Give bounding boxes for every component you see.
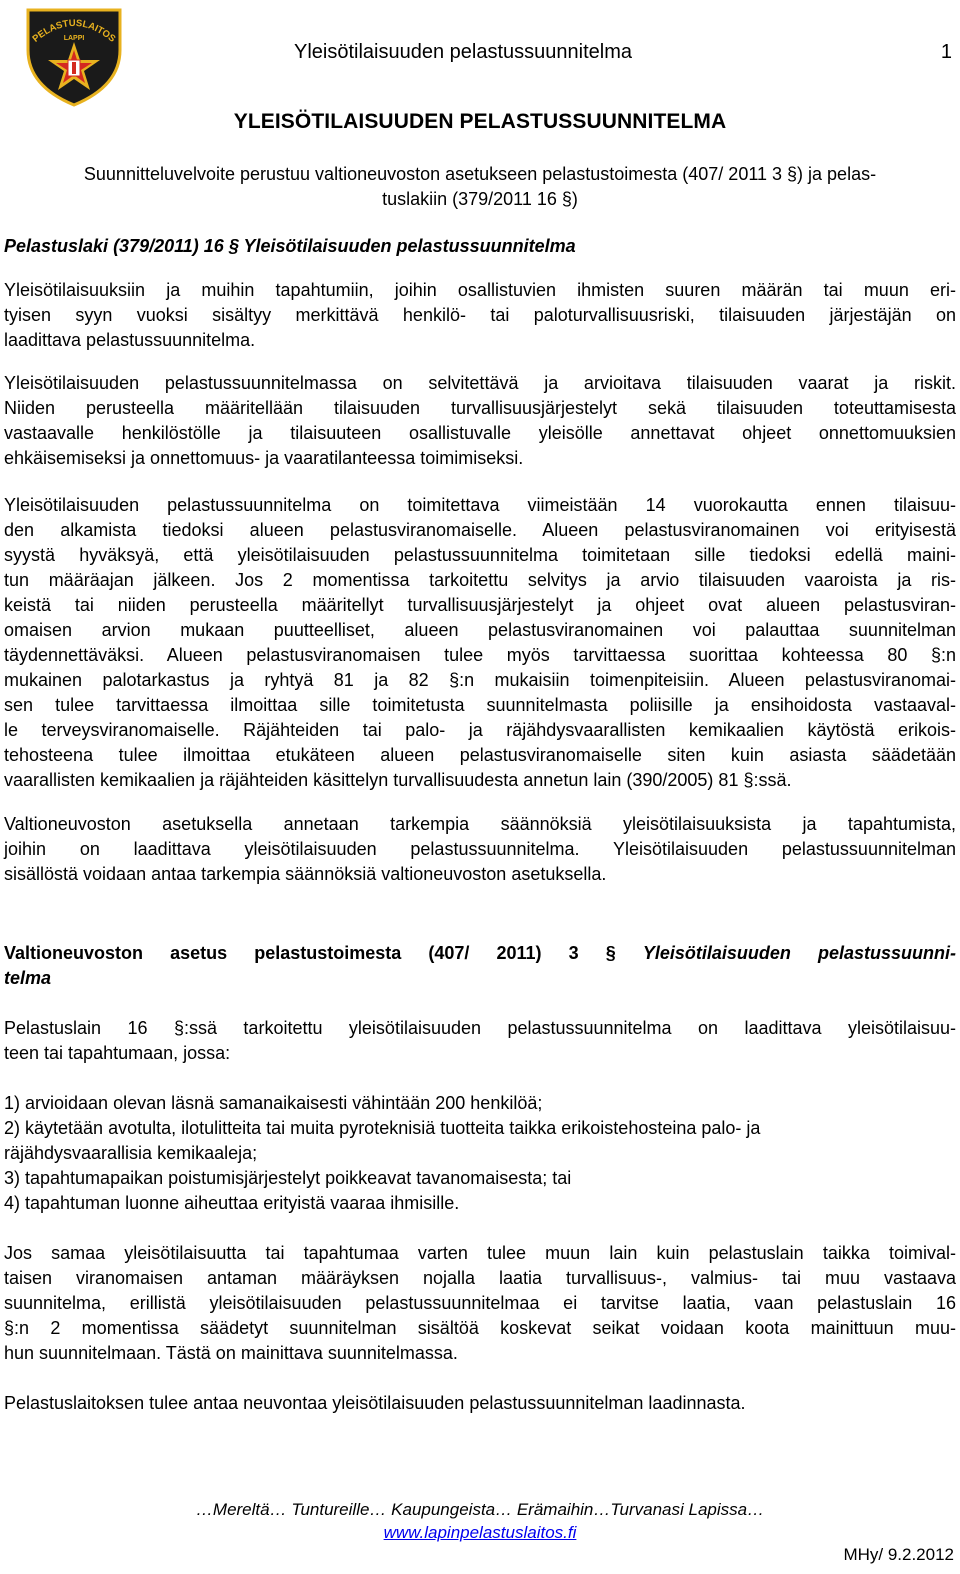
section-1-paragraph-3 (4, 493, 956, 793)
section-2-paragraph-3: Pelastuslaitoksen tulee antaa neuvontaa yleisötilaisuuden pelastussuunnitelman laadinnasta. (4, 1393, 746, 1413)
section-2-heading (4, 941, 956, 991)
text-line: taisen viranomaisen antaman määräyksen nojalla laatia turvallisuus-, valmius- tai muu vastaava (4, 1268, 956, 1288)
section-1-paragraph-4 (4, 812, 956, 887)
section-1-heading-prefix: Pelastuslaki (379/2011) 16 § (4, 236, 239, 256)
logo-text: PELASTUSLAITOS (30, 17, 118, 45)
text-line: suunnitelma, erillistä yleisötilaisuuden pelastussuunnitelmaa ei tarvitse laatia, vaan pelastuslain 16 (4, 1293, 956, 1313)
footer-date: MHy/ 9.2.2012 (843, 1545, 954, 1564)
logo-subtext: LAPPI (63, 35, 85, 42)
section-2-paragraph-1 (4, 1016, 956, 1066)
section-1-paragraph-2 (4, 371, 956, 471)
section-1-heading (4, 234, 956, 259)
text-line: Valtioneuvoston asetuksella annetaan tarkempia säännöksiä yleisötilaisuuksista ja tapahtumista, (4, 814, 956, 834)
section-1-paragraph-1 (4, 278, 956, 353)
text-line: tun määräajan jälkeen. Jos 2 momentissa tarkoitettu selvitys ja arvio tilaisuuden vaaroista ja ris- (4, 570, 956, 590)
text-line: täydennettäväksi. Alueen pelastusviranomaisen tulee myös tarvittaessa suorittaa kohteessa 80 §:n (4, 645, 956, 665)
pelastuslaitos-logo (18, 4, 130, 108)
document-title: YLEISÖTILAISUUDEN PELASTUSSUUNNITELMA (233, 110, 727, 133)
list-item: 3) tapahtumapaikan poistumisjärjestelyt poikkeavat tavanomaisesta; tai (4, 1168, 572, 1188)
section-2-heading-prefix: Valtioneuvoston asetus pelastustoimesta (407/ 2011) 3 § (4, 943, 616, 963)
text-line: vastaavalle henkilöstölle ja tilaisuuteen osallistuvalle yleisölle annettavat ohjeet onnettomuuksien (4, 423, 956, 443)
list-item: 1) arvioidaan olevan läsnä samanaikaisesti vähintään 200 henkilöä; (4, 1093, 543, 1113)
text-line: teen tai tapahtumaan, jossa: (4, 1043, 231, 1063)
footer-website-link[interactable]: www.lapinpelastuslaitos.fi (383, 1523, 577, 1542)
list-item: räjähdysvaarallisia kemikaaleja; (4, 1143, 258, 1163)
text-line: omaisen arvion mukaan puutteelliset, alueen pelastusviranomainen voi palauttaa suunnitelman (4, 620, 956, 640)
text-line: laadittava pelastussuunnitelma. (4, 330, 256, 350)
text-line: sisällöstä voidaan antaa tarkempia säännöksiä valtioneuvoston asetuksella. (4, 864, 607, 884)
text-line: ehkäisemiseksi ja onnettomuus- ja vaaratilanteessa toimimiseksi. (4, 448, 524, 468)
text-line: Yleisötilaisuuksiin ja muihin tapahtumiin, joihin osallistuvien ihmisten suuren määrän tai muun eri- (4, 280, 956, 300)
criteria-list (4, 1091, 956, 1216)
text-line: hun suunnitelmaan. Tästä on mainittava suunnitelmassa. (4, 1343, 458, 1363)
text-line: syystä hyväksyä, että yleisötilaisuuden pelastussuunnitelma toimitetaan sille tiedoksi edellä maini- (4, 545, 956, 565)
text-line: keistä tai niiden perusteella määritellyt turvallisuusjärjestelyt ja ohjeet ovat alueen pelastusviran- (4, 595, 956, 615)
text-line: vaarallisten kemikaalien ja räjähteiden käsittelyn turvallisuudesta annetun lain (390/2005) 81 §:ssä. (4, 770, 792, 790)
list-item: 4) tapahtuman luonne aiheuttaa erityistä vaaraa ihmisille. (4, 1193, 460, 1213)
text-line: tehosteena tulee ilmoittaa etukäteen alueen pelastusviranomaiselle siten kuin asiasta säädetään (4, 745, 956, 765)
header-title: Yleisötilaisuuden pelastussuunnitelma (294, 41, 632, 63)
section-2-heading-title-cont: telma (4, 968, 52, 988)
text-line: sen tulee tarvittaessa ilmoittaa sille toimitetusta suunnitelmasta poliisille ja ensihoidosta vastaaval- (4, 695, 956, 715)
text-line: Yleisötilaisuuden pelastussuunnitelmassa on selvitettävä ja arvioitava tilaisuuden vaarat ja riskit. (4, 373, 956, 393)
text-line: tyisen syyn vuoksi sisältyy merkittävä henkilö- tai paloturvallisuusriski, tilaisuuden järjestäjän on (4, 305, 956, 325)
heading-line (4, 941, 956, 966)
text-line: mukainen palotarkastus ja ryhtyä 81 ja 82 §:n mukaisiin toimenpiteisiin. Alueen pelastusviranomai- (4, 670, 956, 690)
text-line: Pelastuslain 16 §:ssä tarkoitettu yleisötilaisuuden pelastussuunnitelma on laadittava yleisötilaisuu- (4, 1018, 956, 1038)
intro-line-1: Suunnitteluvelvoite perustuu valtioneuvoston asetukseen pelastustoimesta (407/ 2011 3 §) ja pelas- (83, 164, 877, 184)
section-1-heading-title: Yleisötilaisuuden pelastussuunnitelma (243, 236, 576, 256)
text-line: joihin on laadittava yleisötilaisuuden pelastussuunnitelma. Yleisötilaisuuden pelastussuunnitelman (4, 839, 956, 859)
text-line: §:n 2 momentissa säädetyt suunnitelman sisältöä koskevat seikat voidaan koota mainittuun muu- (4, 1318, 956, 1338)
text-line: den alkamista tiedoksi alueen pelastusviranomaiselle. Alueen pelastusviranomainen voi erityisestä (4, 520, 956, 540)
section-2-heading-title: Yleisötilaisuuden pelastussuunni- (642, 943, 956, 963)
footer-slogan: …Mereltä… Tuntureille… Kaupungeista… Erämaihin…Turvanasi Lapissa… (195, 1500, 765, 1519)
text-line: Yleisötilaisuuden pelastussuunnitelma on toimitettava viimeistään 14 vuorokautta ennen tilaisuu- (4, 495, 956, 515)
text-line: le terveysviranomaiselle. Räjähteiden tai palo- ja räjähdysvaarallisten kemikaalien käytöstä erikois- (4, 720, 956, 740)
section-2-paragraph-2 (4, 1241, 956, 1366)
list-item: 2) käytetään avotulta, ilotulitteita tai muita pyroteknisiä tuotteita taikka erikoistehosteina palo- ja (4, 1118, 761, 1138)
page-number: 1 (940, 41, 952, 63)
intro-line-2: tuslakiin (379/2011 16 §) (382, 189, 578, 209)
text-line: Niiden perusteella määritellään tilaisuuden turvallisuusjärjestelyt sekä tilaisuuden toteuttamisesta (4, 398, 956, 418)
text-line: Jos samaa yleisötilaisuutta tai tapahtumaa varten tulee muun lain kuin pelastuslain taikka toimival- (4, 1243, 956, 1263)
